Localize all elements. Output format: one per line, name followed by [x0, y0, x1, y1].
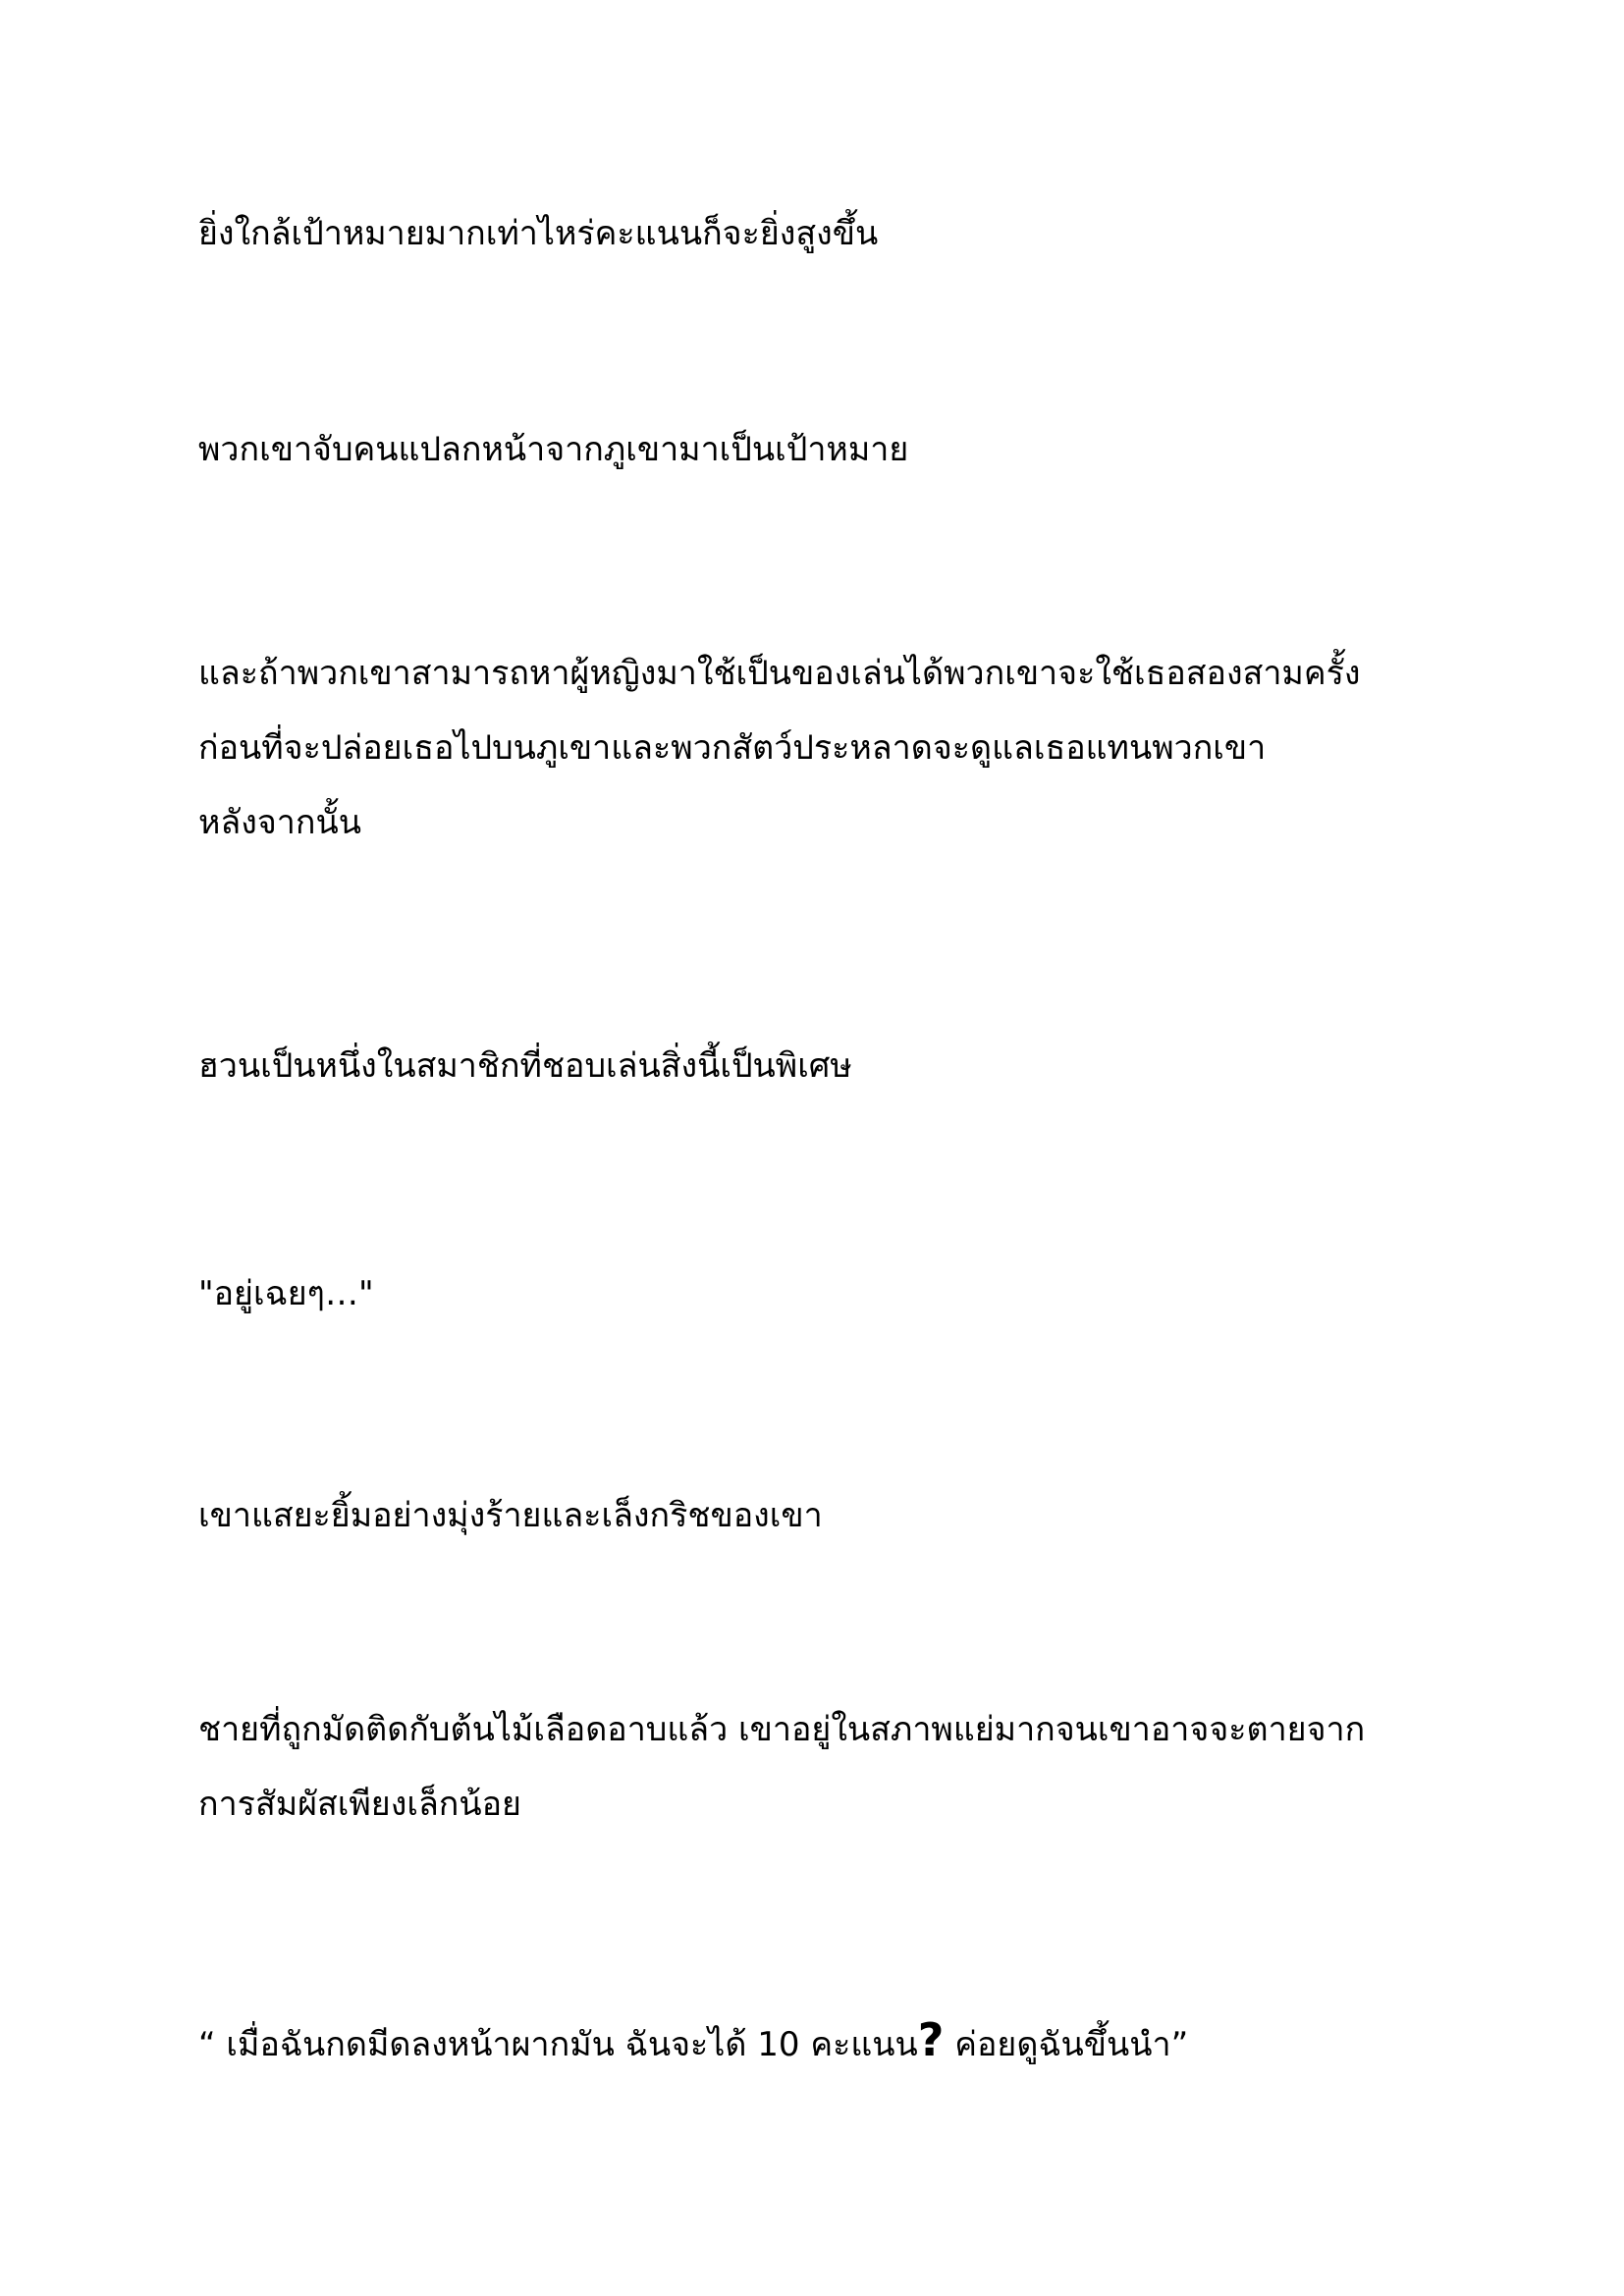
- question-mark: ?: [917, 2013, 945, 2066]
- paragraph-4: [198, 1029, 1475, 1103]
- paragraph-6: [198, 1478, 1475, 1553]
- text-line: ชายที่ถูกมัดติดกับต้นไม้เลือดอาบแล้ว เขาอยู่ในสภาพแย่มากจนเขาอาจจะตายจาก: [198, 1710, 1366, 1749]
- paragraph-3: [198, 636, 1475, 860]
- paragraph-8: [198, 2002, 1475, 2082]
- paragraph-7: [198, 1692, 1475, 1842]
- paragraph-1: [198, 196, 1475, 271]
- paragraph-5: [198, 1256, 1475, 1331]
- paragraph-2: [198, 412, 1475, 487]
- text-line: หลังจากนั้น: [198, 803, 361, 842]
- text-line: ฮวนเป็นหนึ่งในสมาชิกที่ชอบเล่นสิ่งนี้เป็นพิเศษ: [198, 1046, 852, 1086]
- text-line: เขาแสยะยิ้มอย่างมุ่งร้ายและเล็งกริชของเขา: [198, 1496, 823, 1535]
- text-line: พวกเขาจับคนแปลกหน้าจากภูเขามาเป็นเป้าหมาย: [198, 430, 909, 469]
- text-line: "อยู่เฉยๆ…": [198, 1274, 374, 1313]
- text-line: และถ้าพวกเขาสามารถหาผู้หญิงมาใช้เป็นของเล่นได้พวกเขาจะใช้เธอสองสามครั้ง: [198, 654, 1361, 693]
- text-segment: “ เมื่อฉันกดมีดลงหน้าผากมัน ฉันจะได้ 10 คะแนน: [198, 2025, 918, 2064]
- text-line: [198, 2002, 1475, 2082]
- text-segment: ค่อยดูฉันขึ้นนำ”: [944, 2025, 1189, 2064]
- text-line: การสัมผัสเพียงเล็กน้อย: [198, 1785, 521, 1824]
- text-line: ยิ่งใกล้เป้าหมายมากเท่าไหร่คะแนนก็จะยิ่งสูงขึ้น: [198, 214, 879, 253]
- text-line: ก่อนที่จะปล่อยเธอไปบนภูเขาและพวกสัตว์ประหลาดจะดูแลเธอแทนพวกเขา: [198, 728, 1267, 768]
